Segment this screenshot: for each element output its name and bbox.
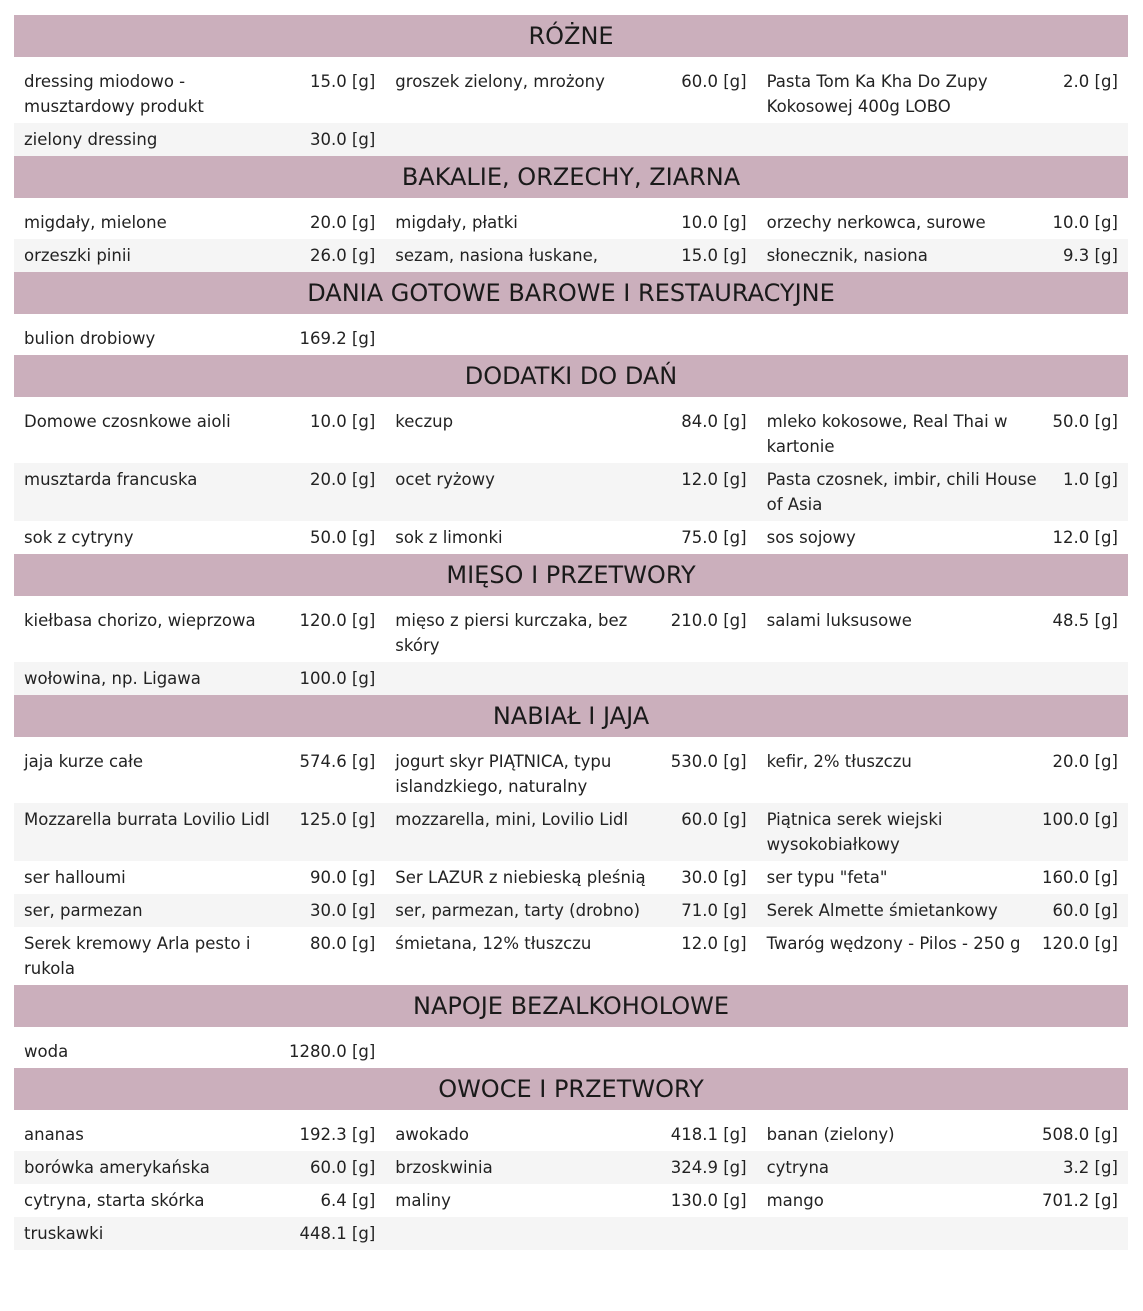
item-quantity: 80.0 [g]: [309, 934, 376, 953]
item-name: ser, parmezan: [24, 901, 143, 920]
item-quantity: 125.0 [g]: [299, 810, 376, 829]
item-name: kefir, 2% tłuszczu: [766, 752, 912, 771]
item-row: [14, 206, 1128, 239]
item-name: mleko kokosowe, Real Thai w kartonie: [766, 412, 1008, 456]
item-quantity: 701.2 [g]: [1042, 1191, 1118, 1210]
category-header: DODATKI DO DAŃ: [14, 355, 1128, 397]
item-quantity: 418.1 [g]: [670, 1125, 747, 1144]
category-section: [14, 156, 1128, 272]
item-row: [14, 662, 1128, 695]
list-item: [385, 210, 756, 235]
shopping-list: [14, 15, 1128, 1250]
list-item: [757, 1155, 1128, 1180]
item-quantity: 75.0 [g]: [681, 528, 747, 547]
item-name: słonecznik, nasiona: [766, 246, 928, 265]
item-quantity: 160.0 [g]: [1042, 868, 1118, 887]
item-row: [14, 1217, 1128, 1250]
item-name: sok z limonki: [395, 528, 503, 547]
item-quantity: 508.0 [g]: [1042, 1125, 1118, 1144]
item-name: Twaróg wędzony - Pilos - 250 g: [766, 934, 1021, 953]
item-name: Ser LAZUR z niebieską pleśnią: [395, 868, 646, 887]
list-item: [14, 127, 385, 152]
item-quantity: 10.0 [g]: [309, 412, 376, 431]
item-quantity: 50.0 [g]: [309, 528, 376, 547]
item-quantity: 48.5 [g]: [1052, 611, 1118, 630]
item-row: [14, 1151, 1128, 1184]
item-name: ananas: [24, 1125, 84, 1144]
item-quantity: 12.0 [g]: [681, 934, 747, 953]
list-item: [14, 467, 385, 492]
list-item: [385, 1122, 756, 1147]
item-name: śmietana, 12% tłuszczu: [395, 934, 592, 953]
list-item: [14, 210, 385, 235]
item-quantity: 26.0 [g]: [309, 246, 376, 265]
category-section: [14, 272, 1128, 355]
item-name: truskawki: [24, 1224, 104, 1243]
item-quantity: 120.0 [g]: [1042, 934, 1118, 953]
item-quantity: 9.3 [g]: [1063, 246, 1118, 265]
item-name: sezam, nasiona łuskane,: [395, 246, 599, 265]
item-quantity: 120.0 [g]: [299, 611, 376, 630]
list-item: [14, 1039, 385, 1064]
list-item: [757, 865, 1128, 890]
item-name: jaja kurze całe: [24, 752, 144, 771]
item-quantity: 60.0 [g]: [681, 810, 747, 829]
list-item: [757, 931, 1128, 956]
item-row: [14, 894, 1128, 927]
item-quantity: 3.2 [g]: [1063, 1158, 1118, 1177]
list-item: [14, 1122, 385, 1147]
item-quantity: 30.0 [g]: [309, 130, 376, 149]
list-item: [757, 409, 1128, 459]
category-section: [14, 554, 1128, 695]
list-item: [14, 898, 385, 923]
list-item: [385, 243, 756, 268]
list-item: [14, 749, 385, 774]
list-item: [757, 210, 1128, 235]
item-name: mięso z piersi kurczaka, bez skóry: [395, 611, 628, 655]
item-name: maliny: [395, 1191, 451, 1210]
item-name: Pasta Tom Ka Kha Do Zupy Kokosowej 400g LOBO: [766, 72, 988, 116]
item-row: [14, 745, 1128, 803]
list-item: [385, 931, 756, 956]
item-quantity: 100.0 [g]: [1042, 810, 1118, 829]
item-name: orzeszki pinii: [24, 246, 132, 265]
item-row: [14, 861, 1128, 894]
list-item: [14, 409, 385, 434]
item-quantity: 6.4 [g]: [320, 1191, 376, 1210]
item-name: dressing miodowo - musztardowy produkt: [24, 72, 204, 116]
list-item: [385, 1155, 756, 1180]
item-quantity: 60.0 [g]: [309, 1158, 376, 1177]
list-item: [14, 807, 385, 832]
item-name: migdały, mielone: [24, 213, 167, 232]
item-row: [14, 604, 1128, 662]
category-section: [14, 695, 1128, 985]
item-quantity: 10.0 [g]: [681, 213, 747, 232]
item-row: [14, 521, 1128, 554]
item-name: Serek Almette śmietankowy: [766, 901, 998, 920]
item-name: sok z cytryny: [24, 528, 134, 547]
category-header: BAKALIE, ORZECHY, ZIARNA: [14, 156, 1128, 198]
item-quantity: 1280.0 [g]: [288, 1042, 376, 1061]
item-row: [14, 123, 1128, 156]
list-item: [14, 525, 385, 550]
item-name: jogurt skyr PIĄTNICA, typu islandzkiego, naturalny: [395, 752, 612, 796]
category-section: [14, 15, 1128, 156]
item-name: mozzarella, mini, Lovilio Lidl: [395, 810, 629, 829]
item-name: groszek zielony, mrożony: [395, 72, 605, 91]
list-item: [385, 749, 756, 799]
item-quantity: 20.0 [g]: [309, 470, 376, 489]
item-row: [14, 239, 1128, 272]
item-name: awokado: [395, 1125, 469, 1144]
item-quantity: 12.0 [g]: [681, 470, 747, 489]
item-row: [14, 1184, 1128, 1217]
item-quantity: 30.0 [g]: [309, 901, 376, 920]
item-name: kiełbasa chorizo, wieprzowa: [24, 611, 256, 630]
item-row: [14, 463, 1128, 521]
list-item: [385, 409, 756, 434]
item-row: [14, 927, 1128, 985]
list-item: [757, 525, 1128, 550]
list-item: [757, 1122, 1128, 1147]
list-item: [14, 666, 385, 691]
item-name: wołowina, np. Ligawa: [24, 669, 201, 688]
item-quantity: 12.0 [g]: [1052, 528, 1118, 547]
list-item: [385, 608, 756, 658]
item-quantity: 169.2 [g]: [299, 329, 376, 348]
item-quantity: 210.0 [g]: [670, 611, 747, 630]
list-item: [385, 865, 756, 890]
item-name: sos sojowy: [766, 528, 856, 547]
item-name: ser typu "feta": [766, 868, 888, 887]
item-quantity: 20.0 [g]: [309, 213, 376, 232]
item-name: ser halloumi: [24, 868, 126, 887]
list-item: [757, 467, 1128, 517]
list-item: [757, 749, 1128, 774]
item-quantity: 1.0 [g]: [1063, 470, 1118, 489]
item-quantity: 71.0 [g]: [681, 901, 747, 920]
category-header: NAPOJE BEZALKOHOLOWE: [14, 985, 1128, 1027]
item-name: ser, parmezan, tarty (drobno): [395, 901, 641, 920]
list-item: [14, 865, 385, 890]
list-item: [385, 525, 756, 550]
list-item: [757, 1188, 1128, 1213]
item-quantity: 2.0 [g]: [1063, 72, 1118, 91]
list-item: [757, 608, 1128, 633]
item-name: woda: [24, 1042, 69, 1061]
list-item: [757, 898, 1128, 923]
item-quantity: 324.9 [g]: [670, 1158, 747, 1177]
list-item: [14, 1188, 385, 1213]
list-item: [14, 1221, 385, 1246]
item-row: [14, 1035, 1128, 1068]
list-item: [14, 931, 385, 981]
list-item: [757, 69, 1128, 119]
item-quantity: 448.1 [g]: [299, 1224, 376, 1243]
item-row: [14, 322, 1128, 355]
item-quantity: 192.3 [g]: [299, 1125, 376, 1144]
category-header: DANIA GOTOWE BAROWE I RESTAURACYJNE: [14, 272, 1128, 314]
item-name: cytryna: [766, 1158, 830, 1177]
item-quantity: 530.0 [g]: [670, 752, 747, 771]
item-name: bulion drobiowy: [24, 329, 156, 348]
item-row: [14, 405, 1128, 463]
category-section: [14, 1068, 1128, 1250]
item-quantity: 90.0 [g]: [309, 868, 376, 887]
item-name: cytryna, starta skórka: [24, 1191, 205, 1210]
item-quantity: 130.0 [g]: [670, 1191, 747, 1210]
item-name: keczup: [395, 412, 454, 431]
item-name: orzechy nerkowca, surowe: [766, 213, 986, 232]
item-quantity: 15.0 [g]: [681, 246, 747, 265]
item-quantity: 50.0 [g]: [1052, 412, 1118, 431]
list-item: [14, 243, 385, 268]
list-item: [385, 467, 756, 492]
list-item: [385, 69, 756, 94]
item-row: [14, 65, 1128, 123]
category-header: MIĘSO I PRZETWORY: [14, 554, 1128, 596]
category-header: RÓŻNE: [14, 15, 1128, 57]
item-name: banan (zielony): [766, 1125, 895, 1144]
item-name: Serek kremowy Arla pesto i rukola: [24, 934, 251, 978]
item-row: [14, 1118, 1128, 1151]
item-name: ocet ryżowy: [395, 470, 495, 489]
list-item: [385, 807, 756, 832]
item-name: Piątnica serek wiejski wysokobiałkowy: [766, 810, 943, 854]
item-name: brzoskwinia: [395, 1158, 493, 1177]
list-item: [757, 807, 1128, 857]
list-item: [14, 69, 385, 119]
category-header: OWOCE I PRZETWORY: [14, 1068, 1128, 1110]
item-quantity: 15.0 [g]: [309, 72, 376, 91]
category-section: [14, 355, 1128, 554]
item-quantity: 60.0 [g]: [681, 72, 747, 91]
item-quantity: 60.0 [g]: [1052, 901, 1118, 920]
item-name: Domowe czosnkowe aioli: [24, 412, 231, 431]
list-item: [14, 326, 385, 351]
item-name: mango: [766, 1191, 824, 1210]
list-item: [14, 608, 385, 633]
item-name: migdały, płatki: [395, 213, 518, 232]
item-quantity: 574.6 [g]: [299, 752, 376, 771]
category-section: [14, 985, 1128, 1068]
item-name: Pasta czosnek, imbir, chili House of Asia: [766, 470, 1037, 514]
item-quantity: 30.0 [g]: [681, 868, 747, 887]
item-name: borówka amerykańska: [24, 1158, 210, 1177]
item-name: zielony dressing: [24, 130, 158, 149]
list-item: [757, 243, 1128, 268]
item-name: Mozzarella burrata Lovilio Lidl: [24, 810, 270, 829]
item-quantity: 10.0 [g]: [1052, 213, 1118, 232]
item-quantity: 20.0 [g]: [1052, 752, 1118, 771]
item-name: musztarda francuska: [24, 470, 198, 489]
item-quantity: 84.0 [g]: [681, 412, 747, 431]
item-quantity: 100.0 [g]: [299, 669, 376, 688]
list-item: [385, 1188, 756, 1213]
list-item: [14, 1155, 385, 1180]
item-row: [14, 803, 1128, 861]
category-header: NABIAŁ I JAJA: [14, 695, 1128, 737]
list-item: [385, 898, 756, 923]
item-name: salami luksusowe: [766, 611, 912, 630]
